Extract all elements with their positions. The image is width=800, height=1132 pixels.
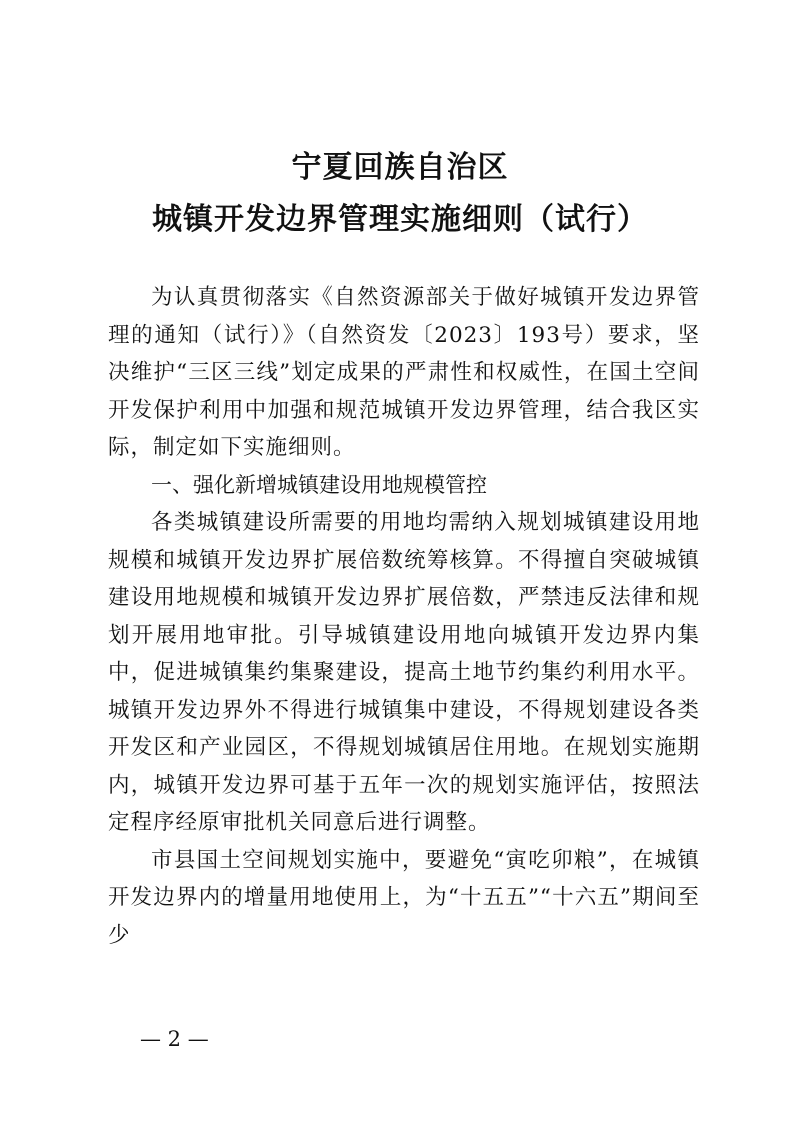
- body-paragraph-1: 各类城镇建设所需要的用地均需纳入规划城镇建设用地规模和城镇开发边界扩展倍数统筹核算。不得擅自突破城镇建设用地规模和城镇开发边界扩展倍数，严禁违反法律和规划开展用地审批。引导城镇建设用地向城镇开发边界内集中，促进城镇集约集聚建设，提高土地节约集约利用水平。城镇开发边界外不得进行城镇集中建设，不得规划建设各类开发区和产业园区，不得规划城镇居住用地。在规划实施期内，城镇开发边界可基于五年一次的规划实施评估，按照法定程序经原审批机关同意后进行调整。: [108, 510, 700, 835]
- section-heading: 一、强化新增城镇建设用地规模管控: [151, 472, 487, 497]
- title-line-subject: 城镇开发边界管理实施细则（试行）: [152, 202, 648, 237]
- page-number: — 2 —: [140, 1027, 209, 1051]
- title-line-region: 宁夏回族自治区: [291, 150, 509, 185]
- document-title: [0, 142, 800, 246]
- document-body: [108, 279, 700, 954]
- body-paragraph-2: 市县国土空间规划实施中，要避免“寅吃卯粮”，在城镇开发边界内的增量用地使用上，为“十五五”“十六五”期间至少: [108, 847, 700, 948]
- intro-paragraph: 为认真贯彻落实《自然资源部关于做好城镇开发边界管理的通知（试行）》（自然资发〔2023〕193号）要求，坚决维护“三区三线”划定成果的严肃性和权威性，在国土空间开发保护利用中加强和规范城镇开发边界管理，结合我区实际，制定如下实施细则。: [108, 285, 700, 460]
